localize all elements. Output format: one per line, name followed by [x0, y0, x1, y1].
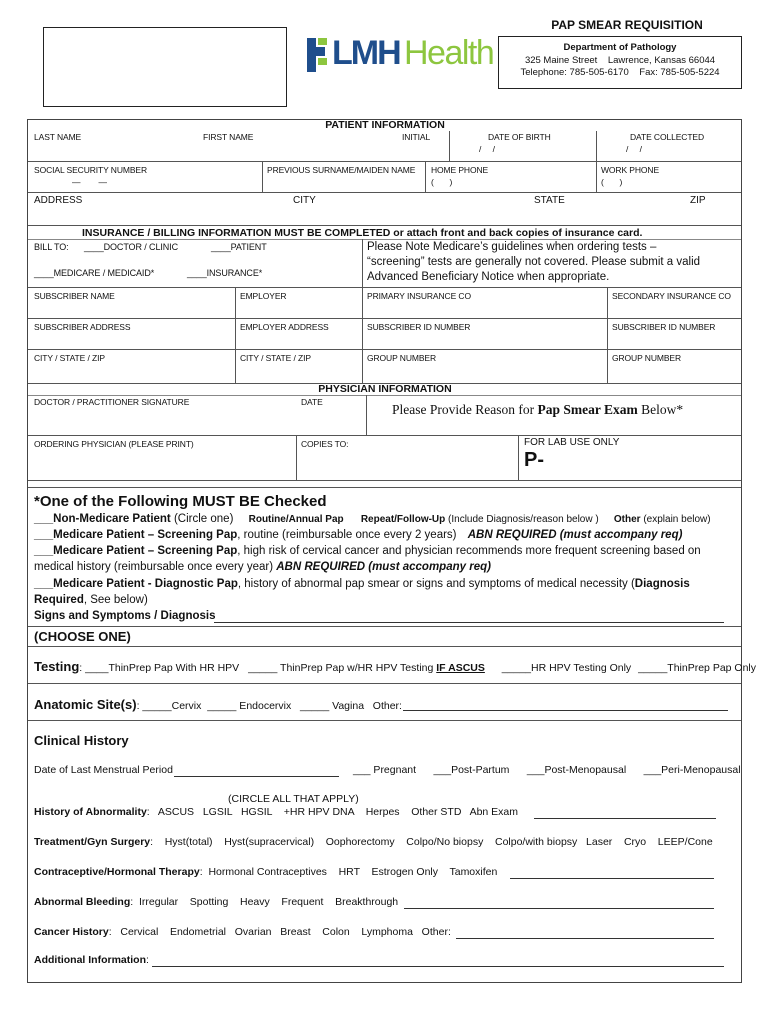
bill-patient-option[interactable]: ____PATIENT [211, 242, 267, 252]
medicare-diagnostic-option[interactable]: ___Medicare Patient - Diagnostic Pap [34, 578, 238, 590]
bill-to-label: BILL TO: [34, 242, 69, 252]
anatomic-options[interactable]: : _____Cervix _____ Endocervix _____ Vagina Other: [136, 700, 402, 712]
must-check-heading: *One of the Following MUST BE Checked [34, 493, 327, 510]
dob-field[interactable]: DATE OF BIRTH [488, 132, 551, 142]
required-bold: Required [34, 594, 84, 606]
date-collected-field[interactable]: DATE COLLECTED [630, 132, 705, 142]
employer-address-field[interactable]: EMPLOYER ADDRESS [240, 322, 329, 332]
lmp-label: Date of Last Menstrual Period [34, 764, 173, 776]
check-line-2[interactable] [34, 529, 682, 541]
ssn-field[interactable]: SOCIAL SECURITY NUMBER [34, 165, 148, 175]
city-state-zip-field-2[interactable]: CITY / STATE / ZIP [240, 353, 311, 363]
other-option[interactable]: Other [613, 514, 641, 525]
bleeding-options[interactable]: : Irregular Spotting Heavy Frequent Breakthrough [130, 896, 399, 908]
contraceptive-options[interactable]: : Hormonal Contraceptives HRT Estrogen Only Tamoxifen [199, 866, 498, 878]
additional-colon: : [146, 954, 149, 966]
thinprep-with-hrhpv-option[interactable]: ThinPrep Pap With HR HPV [108, 662, 240, 674]
hrhpv-only-option[interactable]: _____HR HPV Testing Only [501, 662, 632, 674]
medicare-screening-routine-option[interactable]: ___Medicare Patient – Screening Pap [34, 529, 238, 541]
signs-symptoms-field[interactable]: Signs and Symptoms / Diagnosis [34, 610, 216, 622]
additional-row[interactable] [34, 954, 149, 966]
ssn-dashes: — — [72, 177, 107, 187]
highrisk-note: , high risk of cervical cancer and physician recommends more frequent screening based on [237, 545, 701, 557]
stamp-box [43, 27, 287, 107]
lab-address: 325 Maine Street Lawrence, Kansas 66044 [524, 55, 716, 66]
group-number-field-2[interactable]: GROUP NUMBER [612, 353, 682, 363]
repeat-followup-option[interactable]: Repeat/Follow-Up [360, 514, 446, 525]
secondary-insurance-field[interactable]: SECONDARY INSURANCE CO [612, 291, 731, 301]
clinical-history-label: Clinical History [34, 733, 129, 748]
subscriber-id-field[interactable]: SUBSCRIBER ID NUMBER [367, 322, 471, 332]
prev-surname-field[interactable]: PREVIOUS SURNAME/MAIDEN NAME [267, 165, 416, 175]
diagnostic-note: , history of abnormal pap smear or signs and symptoms of medical necessity ( [237, 578, 635, 590]
surgery-row[interactable] [34, 836, 713, 848]
testing-label: Testing [34, 659, 80, 674]
form-title: PAP SMEAR REQUISITION [551, 18, 703, 32]
lmp-options[interactable]: ___ Pregnant ___Post-Partum ___Post-Menopausal ___Peri-Menopausal [353, 764, 741, 776]
bill-insurance-option[interactable]: ____INSURANCE* [187, 268, 263, 278]
medicare-screening-highrisk-option[interactable]: ___Medicare Patient – Screening Pap [34, 545, 238, 557]
bleeding-line[interactable] [404, 908, 714, 909]
contraceptive-label: Contraceptive/Hormonal Therapy [34, 866, 200, 878]
testing-row[interactable] [34, 659, 756, 674]
lmp-line[interactable] [174, 776, 339, 777]
check-line-1[interactable] [34, 513, 711, 525]
group-number-field[interactable]: GROUP NUMBER [367, 353, 437, 363]
patient-section-title: PATIENT INFORMATION [325, 119, 445, 131]
address-field[interactable]: ADDRESS [34, 195, 83, 206]
highrisk-note-cont: medical history (reimbursable once every year) [34, 561, 277, 573]
anatomic-other-line[interactable] [403, 710, 728, 711]
city-field[interactable]: CITY [293, 195, 316, 206]
surgery-options[interactable]: : Hyst(total) Hyst(supracervical) Oophorectomy Colpo/No biopsy Colpo/with biopsy Laser Cryo LEEP/Cone [150, 836, 713, 848]
circle-one-note: (Circle one) [170, 513, 234, 525]
lab-use-label: FOR LAB USE ONLY [524, 437, 620, 448]
abnormality-line[interactable] [534, 818, 716, 819]
lab-code: P- [524, 449, 544, 471]
diagnosis-bold: Diagnosis [634, 578, 690, 590]
logo-health: Health [404, 34, 494, 72]
zip-field[interactable]: ZIP [690, 195, 706, 206]
reason-prompt-bold: Pap Smear Exam [537, 402, 638, 417]
dept-name: Department of Pathology [563, 42, 677, 53]
bill-doctor-clinic-option[interactable]: ____DOCTOR / CLINIC [84, 242, 178, 252]
anatomic-row[interactable] [34, 697, 402, 712]
physician-date-field[interactable]: DATE [301, 397, 323, 407]
abnormality-label: History of Abnormality [34, 806, 147, 818]
routine-note: , routine (reimbursable once every 2 years) [237, 529, 457, 541]
medicare-note-line-2: “screening” tests are generally not covered. Please submit a valid [367, 256, 701, 268]
see-below-note: , See below) [83, 594, 148, 606]
abn-required-note-2: ABN REQUIRED (must accompany req) [276, 561, 491, 573]
subscriber-address-field[interactable]: SUBSCRIBER ADDRESS [34, 322, 131, 332]
cancer-label: Cancer History [34, 926, 109, 938]
reason-prompt-pre: Please Provide Reason for [392, 402, 538, 417]
subscriber-name-field[interactable]: SUBSCRIBER NAME [34, 291, 115, 301]
check-line-3[interactable] [34, 545, 701, 557]
city-state-zip-field[interactable]: CITY / STATE / ZIP [34, 353, 105, 363]
thinprep-only-option[interactable]: _____ThinPrep Pap Only [638, 662, 757, 674]
reason-prompt [392, 402, 683, 418]
if-ascus-note: IF ASCUS [436, 662, 485, 674]
initial-field[interactable]: INITIAL [402, 132, 431, 142]
abn-required-note: ABN REQUIRED (must accompany req) [467, 529, 683, 541]
repeat-followup-note: (Include Diagnosis/reason below ) [445, 514, 599, 525]
medicare-note-line-3: Advanced Beneficiary Notice when appropriate. [367, 271, 610, 283]
non-medicare-option[interactable]: ___Non-Medicare Patient [34, 513, 171, 525]
lmh-logo [304, 32, 496, 74]
choose-one-label: (CHOOSE ONE) [34, 629, 131, 644]
testing-blank-1[interactable]: : ____ [79, 662, 109, 674]
other-note: (explain below) [640, 514, 711, 525]
abnormality-options[interactable]: : ASCUS LGSIL HGSIL +HR HPV DNA Herpes Other STD Abn Exam [146, 806, 519, 818]
check-line-4 [34, 561, 491, 573]
contraceptive-row[interactable] [34, 866, 497, 878]
logo-lmh: LMH [332, 34, 400, 72]
thinprep-hrhpv-testing-option[interactable]: _____ ThinPrep Pap w/HR HPV Testing [248, 662, 434, 674]
abnormality-row[interactable] [34, 806, 518, 818]
employer-field[interactable]: EMPLOYER [240, 291, 287, 301]
check-line-6 [34, 594, 148, 606]
lmh-logo-mark-icon [304, 34, 330, 74]
dob-slashes: / / [479, 144, 495, 154]
additional-line[interactable] [152, 966, 724, 967]
collected-slashes: / / [626, 144, 642, 154]
ordering-physician-field[interactable]: ORDERING PHYSICIAN (PLEASE PRINT) [34, 439, 194, 449]
bleeding-row[interactable] [34, 896, 398, 908]
work-phone-field[interactable]: WORK PHONE [601, 165, 660, 175]
work-phone-parens: ( ) [601, 177, 623, 187]
additional-label: Additional Information [34, 954, 146, 966]
signature-field[interactable]: DOCTOR / PRACTITIONER SIGNATURE [34, 397, 190, 407]
cancer-row[interactable] [34, 926, 451, 938]
circle-all-note: (CIRCLE ALL THAT APPLY) [228, 793, 359, 805]
lab-address-box [498, 36, 742, 89]
anatomic-label: Anatomic Site(s) [34, 697, 137, 712]
subscriber-id-field-2[interactable]: SUBSCRIBER ID NUMBER [612, 322, 716, 332]
routine-annual-option[interactable]: Routine/Annual Pap [248, 514, 344, 525]
lab-phone: Telephone: 785-505-6170 Fax: 785-505-5224 [520, 67, 720, 78]
state-field[interactable]: STATE [534, 195, 565, 206]
physician-section-title: PHYSICIAN INFORMATION [318, 383, 452, 395]
reason-prompt-post: Below* [637, 402, 684, 417]
insurance-section-title: INSURANCE / BILLING INFORMATION MUST BE COMPLETED or attach front and back copies of insurance card. [82, 227, 643, 239]
surgery-label: Treatment/Gyn Surgery [34, 836, 151, 848]
primary-insurance-field[interactable]: PRIMARY INSURANCE CO [367, 291, 471, 301]
contraceptive-line[interactable] [510, 878, 714, 879]
signs-symptoms-line[interactable] [214, 622, 724, 623]
last-name-field[interactable]: LAST NAME [34, 132, 82, 142]
home-phone-parens: ( ) [431, 177, 453, 187]
medicare-note-line-1: Please Note Medicare’s guidelines when ordering tests – [367, 241, 657, 253]
cancer-options[interactable]: : Cervical Endometrial Ovarian Breast Colon Lymphoma Other: [108, 926, 451, 938]
bleeding-label: Abnormal Bleeding [34, 896, 131, 908]
first-name-field[interactable]: FIRST NAME [203, 132, 254, 142]
check-line-5[interactable] [34, 578, 690, 590]
home-phone-field[interactable]: HOME PHONE [431, 165, 489, 175]
copies-to-field[interactable]: COPIES TO: [301, 439, 349, 449]
cancer-line[interactable] [456, 938, 714, 939]
bill-medicare-option[interactable]: ____MEDICARE / MEDICAID* [34, 268, 155, 278]
